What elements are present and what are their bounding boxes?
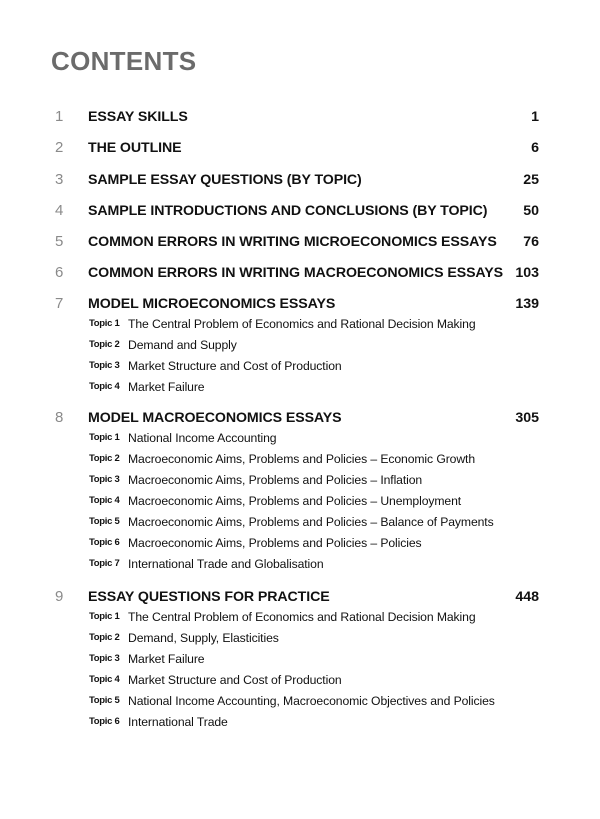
topic-title[interactable]: Market Failure — [128, 380, 205, 394]
chapter-number: 9 — [55, 588, 64, 605]
topic-row[interactable] — [0, 535, 600, 551]
chapter-title[interactable]: COMMON ERRORS IN WRITING MICROECONOMICS ESSAYS — [88, 234, 497, 250]
chapter-title[interactable]: THE OUTLINE — [88, 140, 182, 156]
topic-row[interactable] — [0, 651, 600, 667]
chapter-row[interactable] — [0, 294, 600, 314]
chapter-page-number: 305 — [515, 410, 539, 426]
topic-row[interactable] — [0, 693, 600, 709]
topic-label: Topic 2 — [89, 632, 120, 643]
topic-label: Topic 4 — [89, 381, 120, 392]
topic-row[interactable] — [0, 451, 600, 467]
topic-row[interactable] — [0, 493, 600, 509]
topic-label: Topic 4 — [89, 674, 120, 685]
chapter-row[interactable] — [0, 201, 600, 221]
topic-label: Topic 7 — [89, 558, 120, 569]
page-title: CONTENTS — [51, 46, 197, 76]
chapter-row[interactable] — [0, 138, 600, 158]
topic-title[interactable]: Market Failure — [128, 652, 205, 666]
topic-row[interactable] — [0, 358, 600, 374]
chapter-page-number: 1 — [531, 109, 539, 125]
chapter-page-number: 6 — [531, 140, 539, 156]
chapter-page-number: 76 — [523, 234, 539, 250]
chapter-title[interactable]: MODEL MACROECONOMICS ESSAYS — [88, 410, 342, 426]
chapter-row[interactable] — [0, 587, 600, 607]
chapter-row[interactable] — [0, 263, 600, 283]
topic-title[interactable]: The Central Problem of Economics and Rational Decision Making — [128, 610, 476, 624]
topic-title[interactable]: Market Structure and Cost of Production — [128, 673, 342, 687]
topic-label: Topic 3 — [89, 360, 120, 371]
topic-row[interactable] — [0, 337, 600, 353]
chapter-title[interactable]: COMMON ERRORS IN WRITING MACROECONOMICS ESSAYS — [88, 265, 504, 281]
topic-title[interactable]: The Central Problem of Economics and Rational Decision Making — [128, 317, 476, 331]
chapter-title[interactable]: SAMPLE ESSAY QUESTIONS (BY TOPIC) — [88, 172, 362, 188]
chapter-number: 3 — [55, 171, 64, 188]
topic-label: Topic 6 — [89, 716, 120, 727]
topic-label: Topic 1 — [89, 611, 120, 622]
chapter-row[interactable] — [0, 107, 600, 127]
topic-title[interactable]: Macroeconomic Aims, Problems and Policies – Inflation — [128, 473, 423, 487]
chapter-number: 2 — [55, 139, 64, 156]
chapter-page-number: 50 — [523, 203, 539, 219]
topic-title[interactable]: Market Structure and Cost of Production — [128, 359, 342, 373]
topic-label: Topic 3 — [89, 653, 120, 664]
topic-title[interactable]: Macroeconomic Aims, Problems and Policies – Policies — [128, 536, 422, 550]
topic-label: Topic 5 — [89, 516, 120, 527]
chapter-number: 6 — [55, 264, 64, 281]
topic-label: Topic 6 — [89, 537, 120, 548]
topic-title[interactable]: National Income Accounting — [128, 431, 277, 445]
topic-row[interactable] — [0, 514, 600, 530]
chapter-page-number: 448 — [515, 589, 539, 605]
chapter-row[interactable] — [0, 232, 600, 252]
chapter-title[interactable]: SAMPLE INTRODUCTIONS AND CONCLUSIONS (BY TOPIC) — [88, 203, 488, 219]
topic-title[interactable]: Macroeconomic Aims, Problems and Policies – Balance of Payments — [128, 515, 494, 529]
topic-label: Topic 3 — [89, 474, 120, 485]
topic-title[interactable]: National Income Accounting, Macroeconomic Objectives and Policies — [128, 694, 495, 708]
chapter-page-number: 139 — [515, 296, 539, 312]
topic-row[interactable] — [0, 556, 600, 572]
topic-title[interactable]: Macroeconomic Aims, Problems and Policies – Economic Growth — [128, 452, 475, 466]
chapter-row[interactable] — [0, 170, 600, 190]
chapter-number: 1 — [55, 108, 64, 125]
topic-label: Topic 1 — [89, 318, 120, 329]
topic-label: Topic 4 — [89, 495, 120, 506]
chapter-number: 8 — [55, 409, 64, 426]
chapter-title[interactable]: MODEL MICROECONOMICS ESSAYS — [88, 296, 336, 312]
chapter-row[interactable] — [0, 408, 600, 428]
chapter-number: 4 — [55, 202, 64, 219]
chapter-title[interactable]: ESSAY QUESTIONS FOR PRACTICE — [88, 589, 330, 605]
topic-label: Topic 5 — [89, 695, 120, 706]
topic-title[interactable]: Demand, Supply, Elasticities — [128, 631, 279, 645]
chapter-title[interactable]: ESSAY SKILLS — [88, 109, 188, 125]
chapter-number: 5 — [55, 233, 64, 250]
topic-row[interactable] — [0, 672, 600, 688]
topic-title[interactable]: Macroeconomic Aims, Problems and Policies – Unemployment — [128, 494, 462, 508]
topic-row[interactable] — [0, 609, 600, 625]
topic-title[interactable]: Demand and Supply — [128, 338, 237, 352]
chapter-page-number: 25 — [523, 172, 539, 188]
topic-title[interactable]: International Trade — [128, 715, 228, 729]
topic-row[interactable] — [0, 379, 600, 395]
topic-row[interactable] — [0, 472, 600, 488]
topic-row[interactable] — [0, 714, 600, 730]
topic-label: Topic 2 — [89, 339, 120, 350]
topic-row[interactable] — [0, 316, 600, 332]
topic-label: Topic 1 — [89, 432, 120, 443]
topic-row[interactable] — [0, 430, 600, 446]
topic-title[interactable]: International Trade and Globalisation — [128, 557, 324, 571]
topic-label: Topic 2 — [89, 453, 120, 464]
chapter-number: 7 — [55, 295, 64, 312]
chapter-page-number: 103 — [515, 265, 539, 281]
topic-row[interactable] — [0, 630, 600, 646]
